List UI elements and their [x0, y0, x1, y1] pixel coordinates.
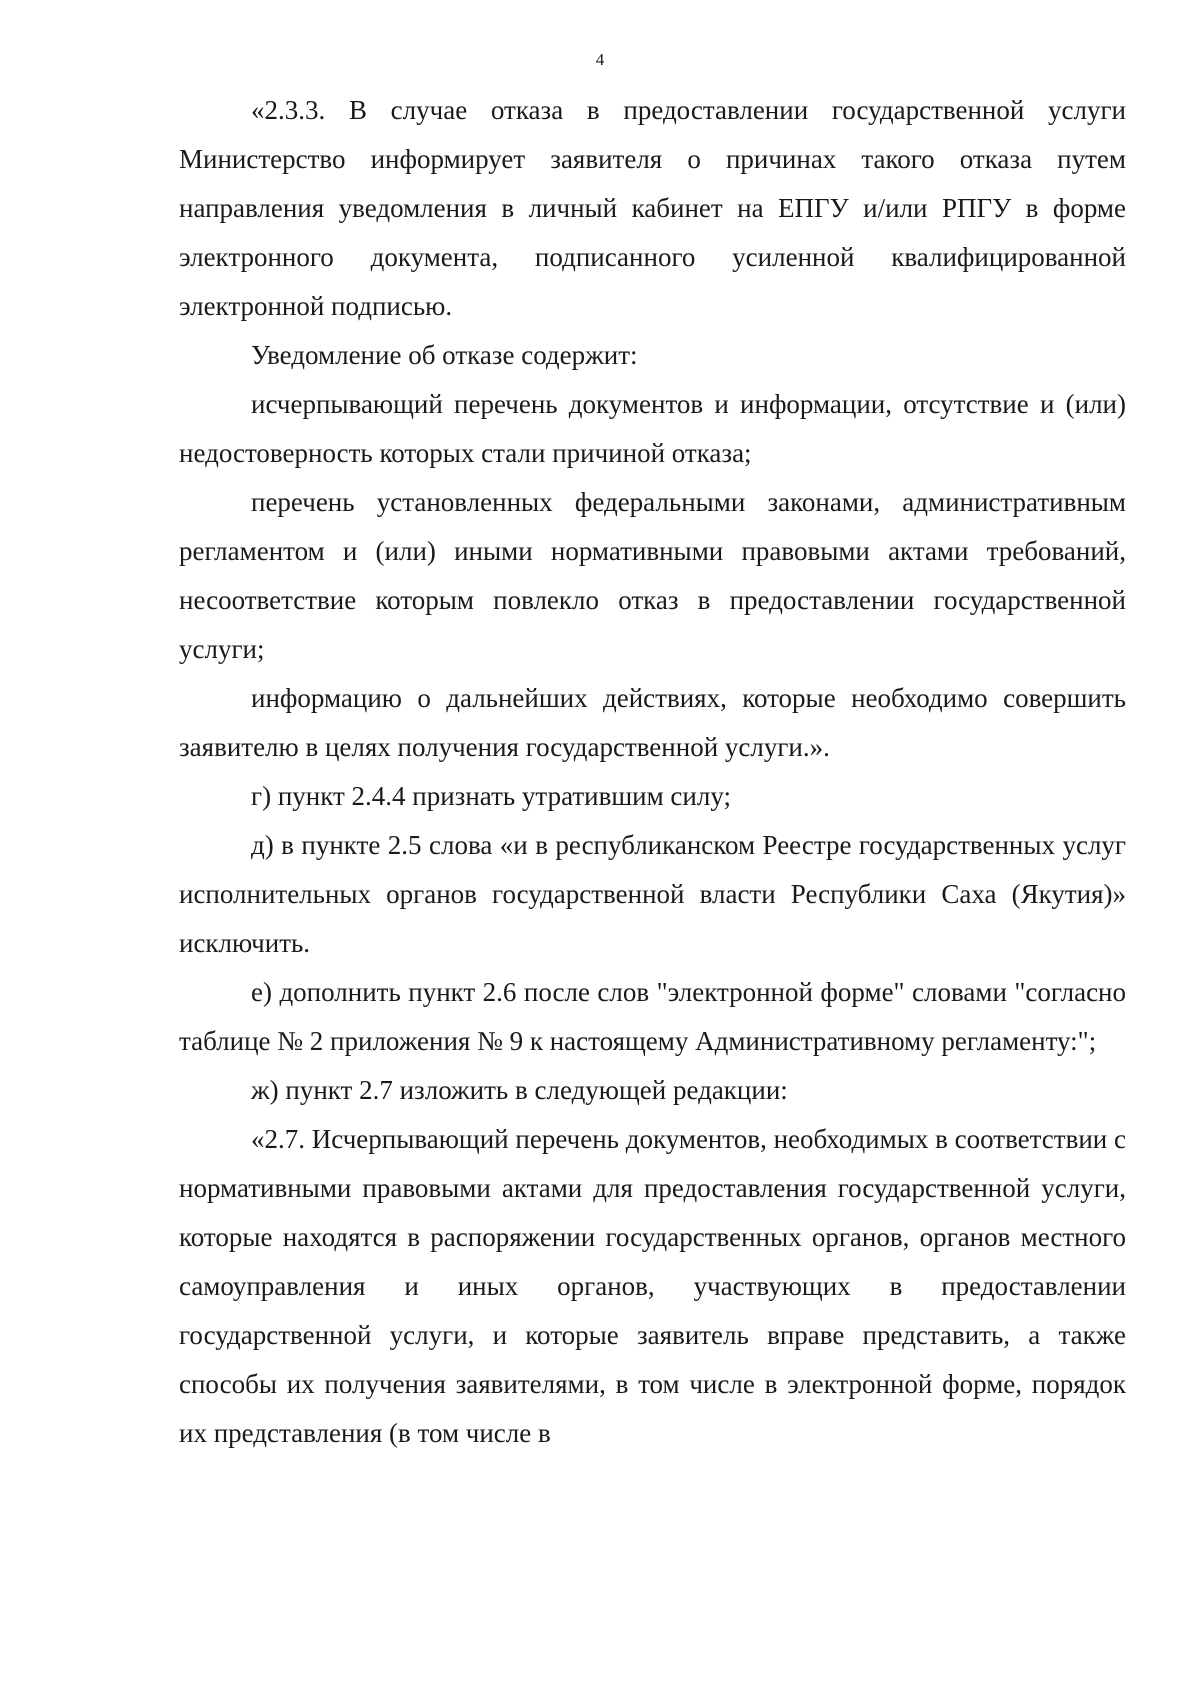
paragraph-notice-contents: Уведомление об отказе содержит: [251, 340, 638, 370]
paragraph-exhaustive-list: исчерпывающий перечень документов и информации, отсутствие и (или) недостоверность которых стали причиной отказа; [179, 389, 1126, 468]
page-number: 4 [595, 50, 605, 69]
paragraph-item-zh: ж) пункт 2.7 изложить в следующей редакции: [251, 1075, 788, 1105]
paragraph-2-3-3: «2.3.3. В случае отказа в предоставлении государственной услуги Министерство информирует заявителя о причинах такого отказа путем направления уведомления в личный кабинет на ЕПГУ и/или РПГУ в форме электронного документа, подписанного усиленной квалифицированной электронной подписью. [179, 95, 1126, 321]
paragraph-further-actions: информацию о дальнейших действиях, которые необходимо совершить заявителю в целях получения государственной услуги.». [179, 683, 1126, 762]
document-body [179, 86, 1126, 1458]
paragraph-item-e: е) дополнить пункт 2.6 после слов "электронной форме" словами "согласно таблице № 2 приложения № 9 к настоящему Административному регламенту:"; [179, 977, 1126, 1056]
paragraph-2-7: «2.7. Исчерпывающий перечень документов, необходимых в соответствии с нормативными правовыми актами для предоставления государственной услуги, которые находятся в распоряжении государственных органов, органов местного самоуправления и иных органов, участвующих в предоставлении государственной услуги, и которые заявитель вправе представить, а также способы их получения заявителями, в том числе в электронной форме, порядок их представления (в том числе в [179, 1124, 1126, 1448]
paragraph-item-d: д) в пункте 2.5 слова «и в республиканском Реестре государственных услуг исполнительных органов государственной власти Республики Саха (Якутия)» исключить. [179, 830, 1126, 958]
paragraph-item-g: г) пункт 2.4.4 признать утратившим силу; [251, 781, 731, 811]
paragraph-requirements-list: перечень установленных федеральными законами, административным регламентом и (или) иными нормативными правовыми актами требований, несоответствие которым повлекло отказ в предоставлении государственной услуги; [179, 487, 1126, 664]
